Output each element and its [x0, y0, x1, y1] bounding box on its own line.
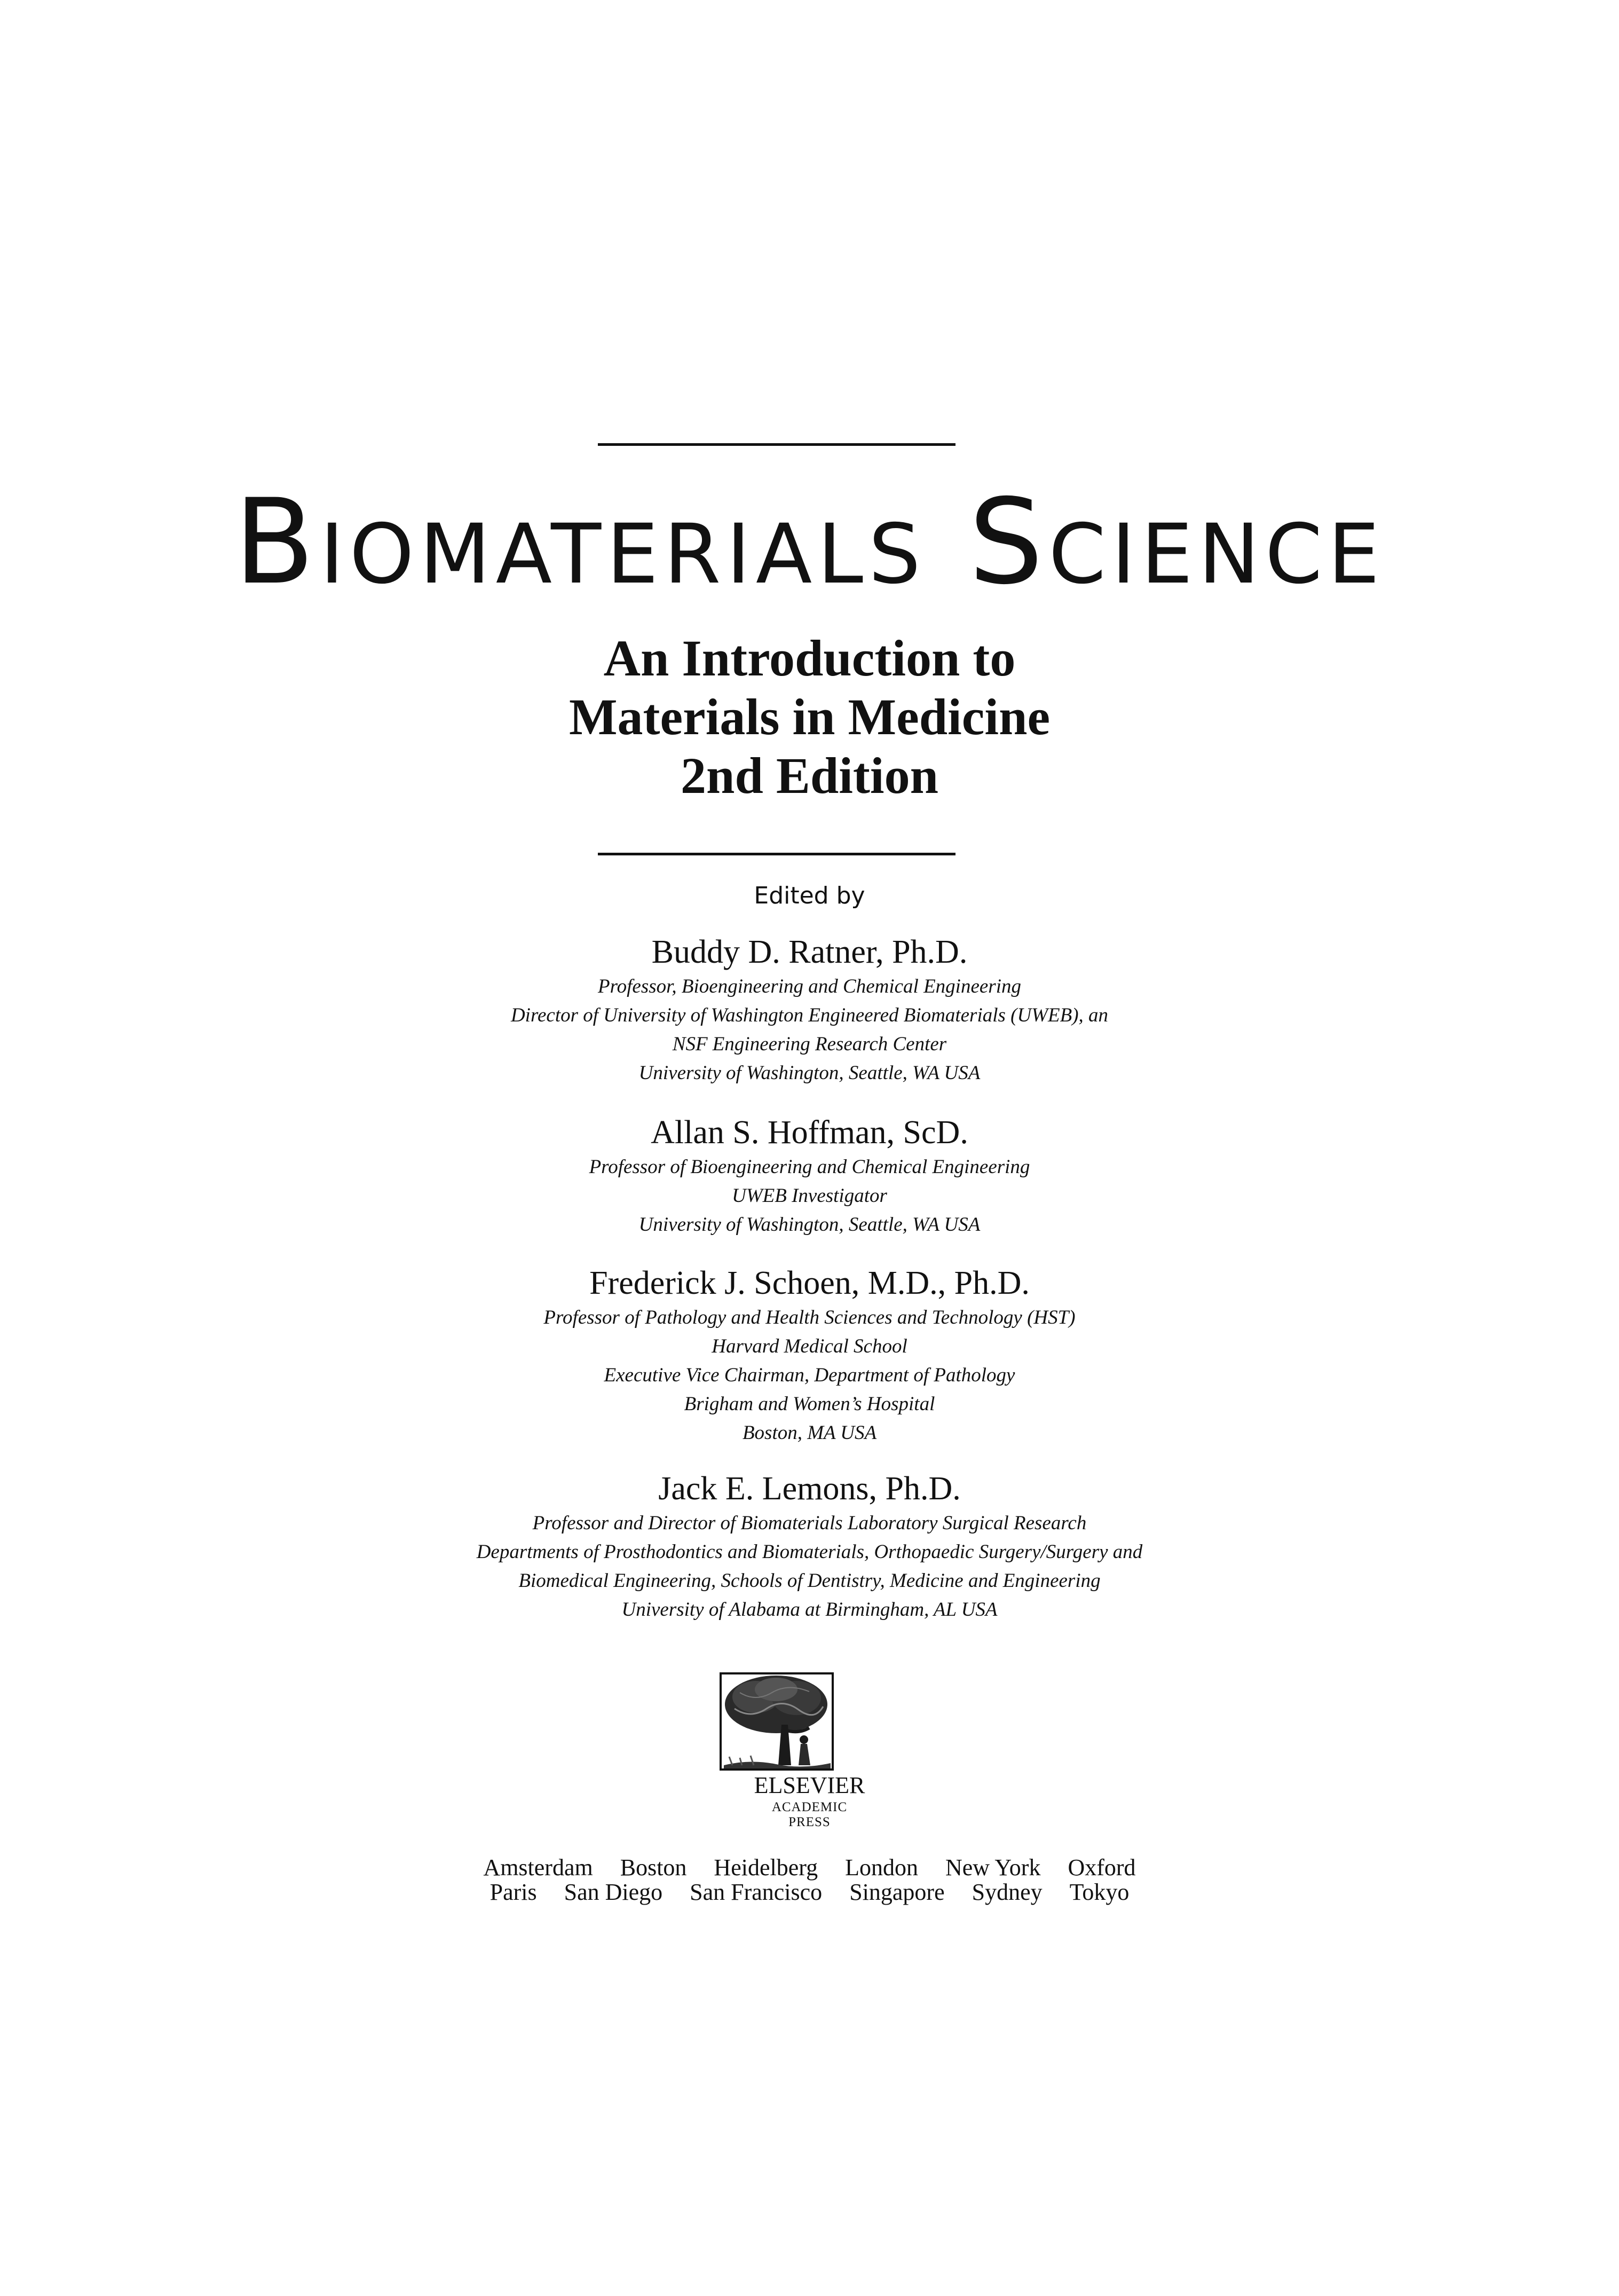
city: Boston: [620, 1854, 687, 1881]
city: Paris: [489, 1879, 537, 1905]
city: Tokyo: [1069, 1879, 1130, 1905]
city: Heidelberg: [714, 1854, 818, 1881]
editor-affiliation: Director of University of Washington Engineered Biomaterials (UWEB), an: [510, 1004, 1109, 1026]
editor-affiliation: Professor of Bioengineering and Chemical Engineering: [589, 1156, 1030, 1178]
editor-affiliation: Professor and Director of Biomaterials Laboratory Surgical Research: [532, 1512, 1087, 1534]
editor-block: [0, 932, 1619, 1088]
bottom-rule: [598, 853, 955, 855]
book-subtitle: [0, 629, 1619, 805]
editor-affiliation: Harvard Medical School: [712, 1335, 907, 1357]
city: New York: [945, 1854, 1041, 1881]
city: San Diego: [564, 1879, 663, 1905]
editor-affiliation: Brigham and Women’s Hospital: [684, 1393, 935, 1415]
editor-affiliation: Departments of Prosthodontics and Biomaterials, Orthopaedic Surgery/Surgery and: [476, 1541, 1143, 1563]
cities-row: [0, 1880, 1619, 1905]
editor-name: Buddy D. Ratner, Ph.D.: [651, 934, 968, 970]
city: Amsterdam: [483, 1854, 593, 1881]
city: Oxford: [1068, 1854, 1136, 1881]
book-title: Biomaterials Science: [234, 474, 1385, 610]
editor-name: Jack E. Lemons, Ph.D.: [658, 1471, 961, 1507]
editor-block: [0, 1468, 1619, 1624]
cities-row: [0, 1855, 1619, 1881]
editor-affiliation: Professor of Pathology and Health Sciences and Technology (HST): [543, 1307, 1076, 1328]
edition-line: 2nd Edition: [681, 747, 938, 804]
editor-affiliation: Executive Vice Chairman, Department of Pathology: [604, 1364, 1015, 1386]
editor-affiliation: University of Washington, Seattle, WA USA: [638, 1214, 981, 1236]
editor-affiliation: UWEB Investigator: [732, 1185, 887, 1207]
publisher-imprint: PRESS: [788, 1815, 831, 1829]
editor-name: Frederick J. Schoen, M.D., Ph.D.: [589, 1265, 1030, 1301]
publisher-name: ELSEVIER: [754, 1772, 865, 1798]
editor-affiliation: University of Alabama at Birmingham, AL USA: [621, 1599, 998, 1621]
editor-affiliation: University of Washington, Seattle, WA USA: [638, 1062, 981, 1084]
city: San Francisco: [690, 1879, 823, 1905]
editor-affiliation: Professor, Bioengineering and Chemical Engineering: [598, 976, 1021, 997]
editor-name: Allan S. Hoffman, ScD.: [651, 1114, 968, 1151]
top-rule: [598, 443, 955, 446]
city: London: [845, 1854, 918, 1881]
subtitle-line: Materials in Medicine: [568, 688, 1051, 745]
editor-affiliation: Boston, MA USA: [742, 1422, 877, 1444]
edited-by-label: Edited by: [754, 882, 865, 909]
publisher-imprint: ACADEMIC: [771, 1800, 848, 1814]
subtitle-line: An Introduction to: [603, 630, 1016, 687]
city: Sydney: [972, 1879, 1043, 1905]
editor-affiliation: Biomedical Engineering, Schools of Dentistry, Medicine and Engineering: [518, 1570, 1101, 1592]
editor-affiliation: NSF Engineering Research Center: [672, 1033, 947, 1055]
city: Singapore: [849, 1879, 945, 1905]
editor-block: [0, 1112, 1619, 1239]
editor-block: [0, 1263, 1619, 1448]
